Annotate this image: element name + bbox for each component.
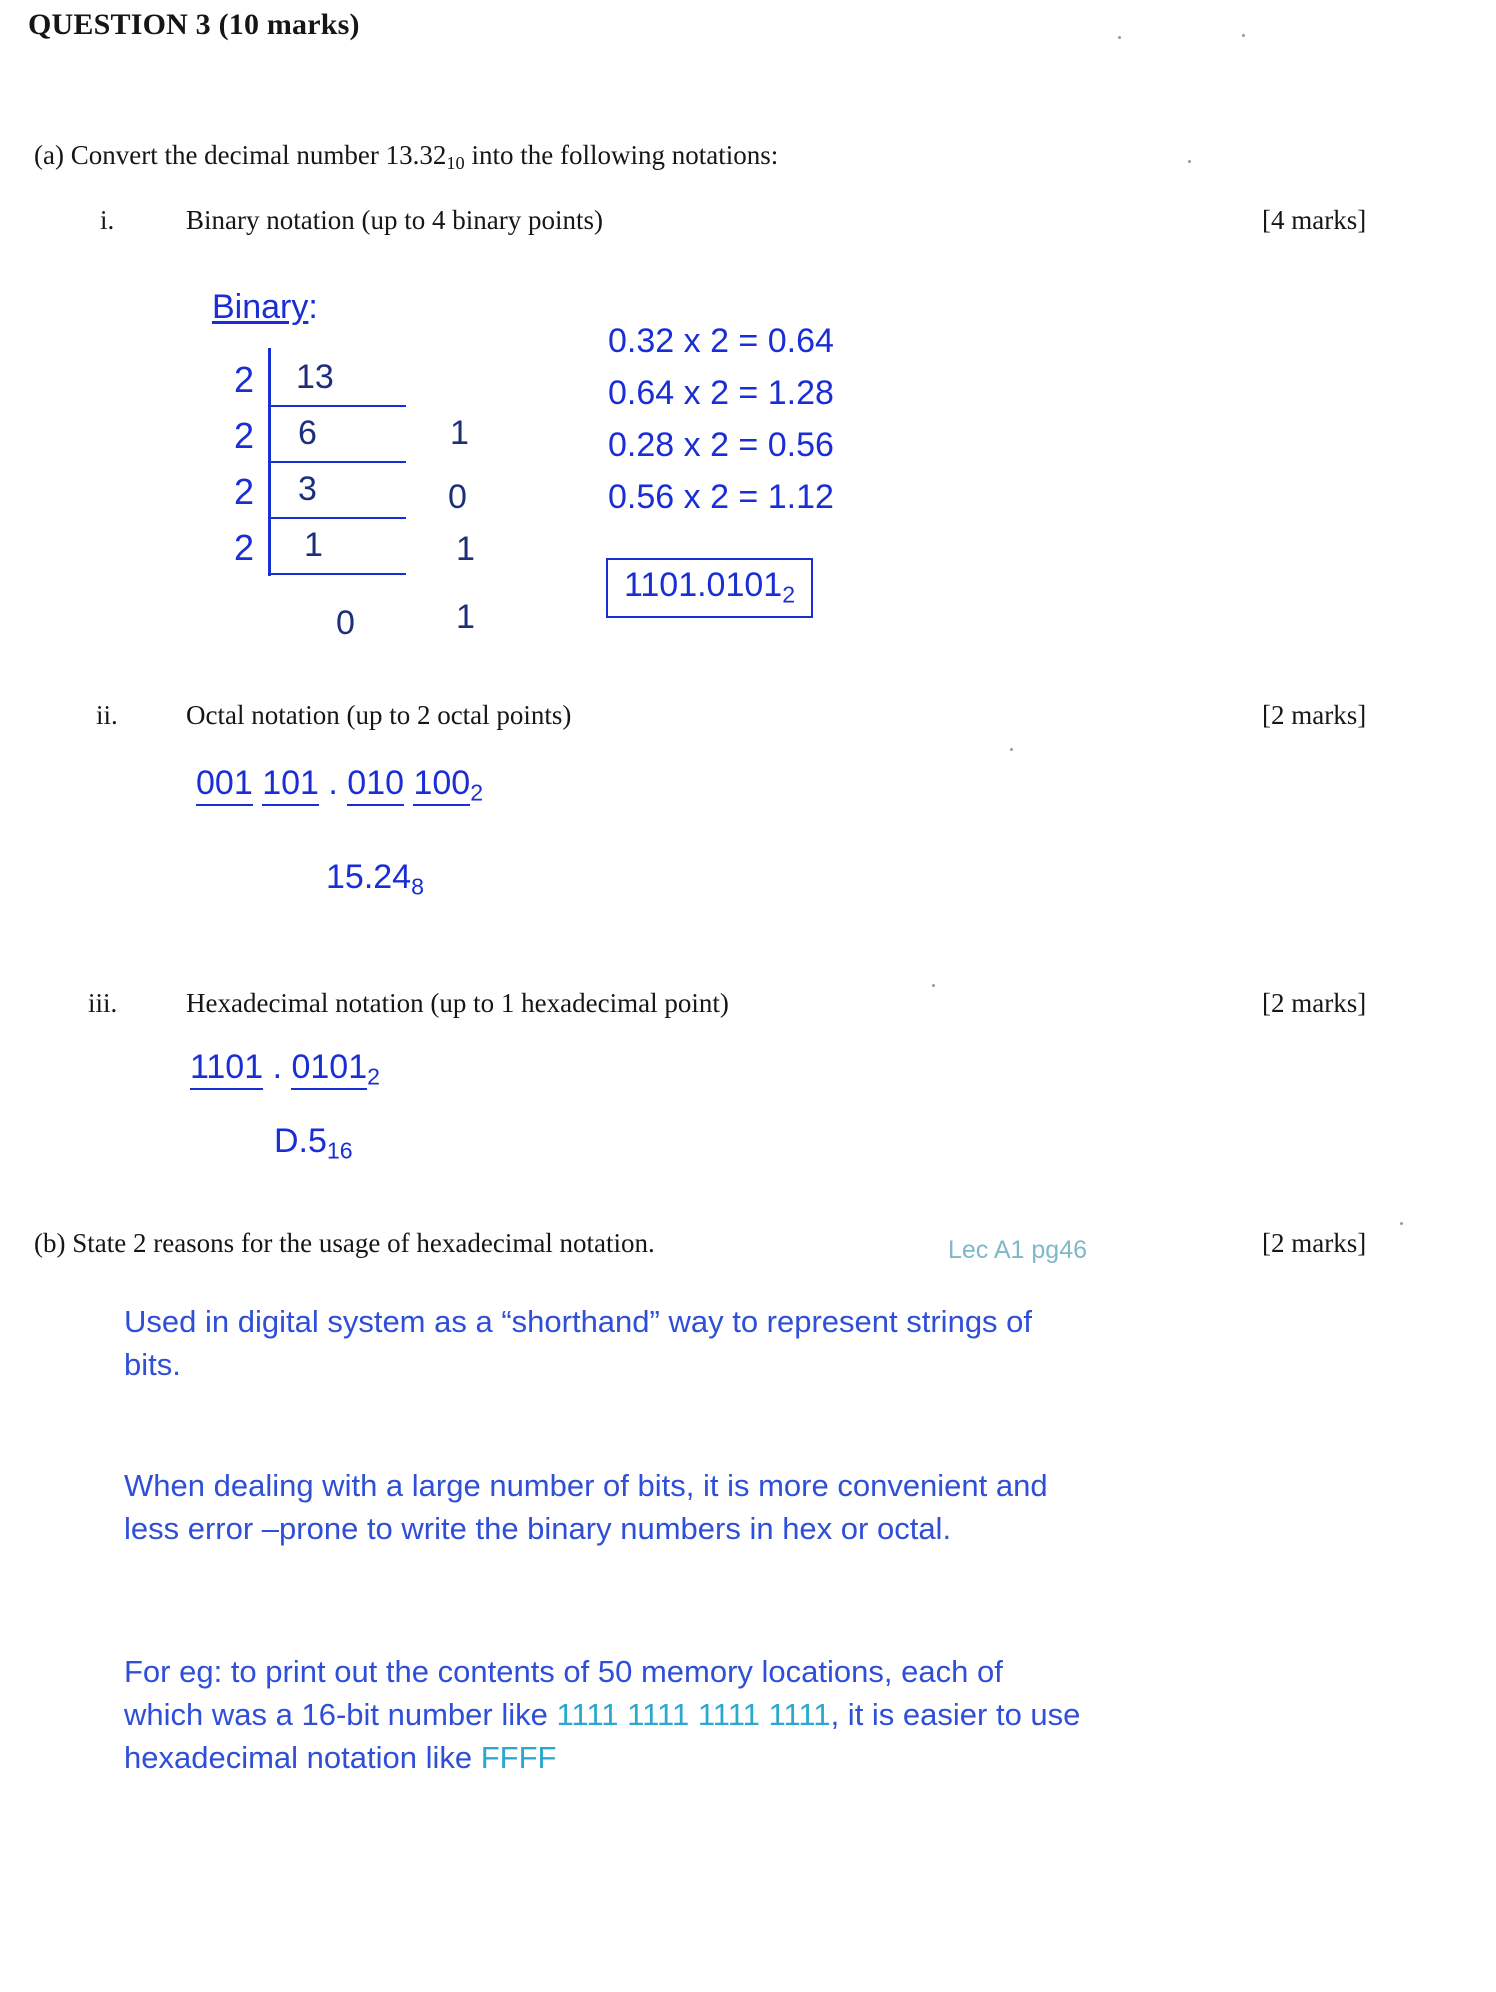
page-title: QUESTION 3 (10 marks)	[28, 8, 360, 41]
binary-answer: 1101.0101	[624, 566, 783, 604]
item-ii-label: Octal notation (up to 2 octal points)	[186, 700, 572, 730]
binary-heading-colon: :	[308, 288, 318, 326]
binary-quotient: 3	[298, 470, 317, 508]
octal-group-3: 010	[347, 764, 404, 806]
division-horizontal-rule	[268, 573, 406, 575]
binary-remainder: 1	[456, 598, 475, 636]
item-i-label: Binary notation (up to 4 binary points)	[186, 205, 603, 235]
binary-quotient: 13	[296, 358, 334, 396]
hex-group-2: 0101	[291, 1048, 367, 1090]
hex-answer-sub: 16	[326, 1137, 353, 1164]
item-i-marks: [4 marks]	[1262, 205, 1367, 235]
reason-1: Used in digital system as a “shorthand” way to represent strings of bits.	[124, 1304, 1033, 1382]
part-b-prompt: (b) State 2 reasons for the usage of hexadecimal notation.	[34, 1228, 655, 1258]
item-iii-number: iii.	[88, 988, 118, 1018]
binary-divisor-column	[234, 352, 254, 576]
octal-grouping-sub: 2	[470, 779, 484, 806]
scan-speck	[1188, 160, 1191, 163]
binary-fraction-step: 0.28 x 2 = 0.56	[608, 426, 834, 464]
hex-group-1: 1101	[190, 1048, 263, 1090]
hex-grouping	[190, 1048, 380, 1090]
binary-fraction-steps	[608, 315, 834, 523]
binary-quotient: 6	[298, 414, 317, 452]
scan-speck	[1118, 36, 1121, 39]
reason-3	[124, 1650, 1084, 1779]
scan-speck	[1400, 1222, 1403, 1225]
item-iii-label: Hexadecimal notation (up to 1 hexadecimal point)	[186, 988, 729, 1018]
item-iii-marks: [2 marks]	[1262, 988, 1367, 1018]
part-a-prompt	[34, 140, 778, 174]
octal-answer	[326, 858, 424, 900]
division-horizontal-rule	[268, 405, 406, 407]
octal-group-2: 101	[262, 764, 319, 806]
hex-point: .	[272, 1048, 283, 1086]
binary-heading-word: Binary	[212, 288, 309, 326]
part-b-reference-note: Lec A1 pg46	[948, 1236, 1088, 1264]
hex-answer-value: D.5	[274, 1122, 327, 1160]
binary-divisor: 2	[234, 359, 255, 400]
hex-answer	[274, 1122, 353, 1164]
reason-3-binary-highlight: 1111 1111 1111 1111	[556, 1697, 831, 1732]
octal-group-1: 001	[196, 764, 253, 806]
octal-point: .	[328, 764, 338, 802]
binary-divisor: 2	[234, 527, 255, 568]
binary-divisor: 2	[234, 471, 255, 512]
octal-grouping	[196, 764, 483, 806]
binary-remainder: 0	[448, 478, 467, 516]
binary-answer-box	[606, 558, 813, 618]
reason-2: When dealing with a large number of bits, it is more convenient and less error –prone to write the binary numbers in hex or octal.	[124, 1468, 1048, 1546]
reason-3-mid: , it is easier to use hexadecimal notation like	[124, 1697, 1081, 1775]
binary-quotient: 1	[304, 526, 323, 564]
binary-divisor: 2	[234, 415, 255, 456]
item-ii-marks: [2 marks]	[1262, 700, 1367, 730]
binary-fraction-step: 0.32 x 2 = 0.64	[608, 322, 834, 360]
part-b-marks: [2 marks]	[1262, 1228, 1367, 1258]
binary-heading	[212, 288, 318, 327]
hex-grouping-sub: 2	[367, 1063, 380, 1090]
binary-fraction-step: 0.64 x 2 = 1.28	[608, 374, 834, 412]
scan-speck	[1010, 748, 1013, 751]
part-a-prompt-suffix: into the following notations:	[464, 140, 779, 170]
binary-remainder: 1	[450, 414, 469, 452]
item-i-number: i.	[100, 205, 115, 235]
octal-group-4: 100	[413, 764, 470, 806]
reason-3-hex-highlight: FFFF	[480, 1740, 557, 1775]
part-a-prompt-prefix: (a) Convert the decimal number 13.32	[34, 140, 447, 170]
scan-speck	[1242, 34, 1245, 37]
item-ii-number: ii.	[96, 700, 118, 730]
scan-speck	[932, 984, 935, 987]
octal-answer-value: 15.24	[326, 858, 412, 896]
octal-answer-sub: 8	[411, 873, 424, 900]
division-horizontal-rule	[268, 517, 406, 519]
reason-3-pre: For eg: to print out the contents of 50 memory locations, each of which was a 16-bit number like	[124, 1654, 1003, 1732]
binary-answer-sub: 2	[782, 581, 796, 608]
binary-fraction-step: 0.56 x 2 = 1.12	[608, 478, 834, 516]
division-horizontal-rule	[268, 461, 406, 463]
part-a-prompt-sub: 10	[446, 153, 465, 174]
binary-quotient: 0	[336, 604, 355, 642]
binary-remainder: 1	[456, 530, 475, 568]
